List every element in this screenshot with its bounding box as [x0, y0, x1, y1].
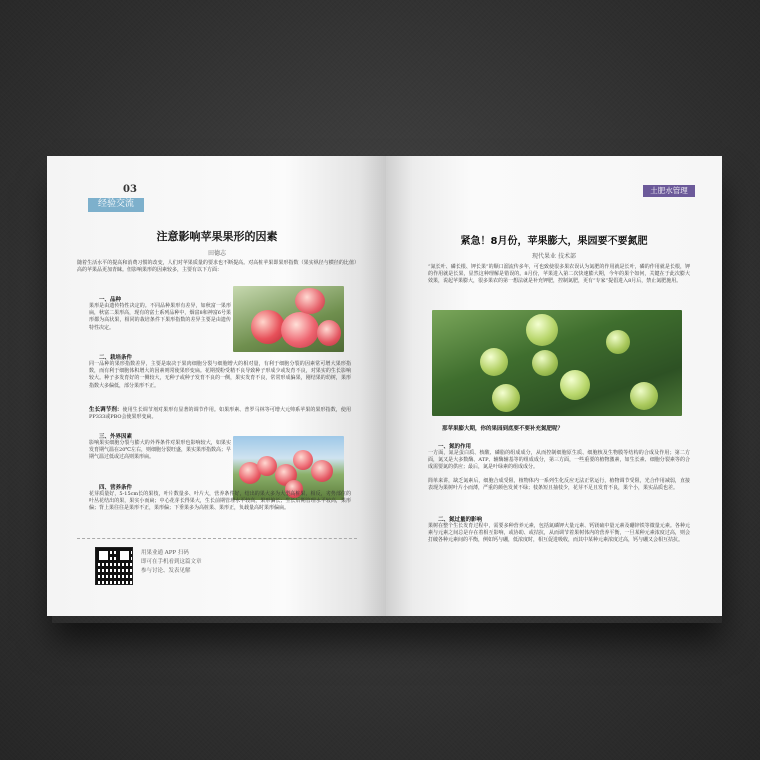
intro-paragraph: 随着生活水平的提高和消费习惯的改变，人们对苹果质量的要求也不断提高。对高桩苹果即果形指数（果实纵径与横径的比值）高的苹果品更加青睐。但影响果形的因素较多，主要有以下方面：: [77, 260, 359, 274]
right-page: [386, 156, 722, 616]
heading-nitrogen-excess: 二、氮过量的影响: [438, 517, 483, 523]
article-title: 注意影响苹果果形的因素: [156, 230, 278, 243]
article-title-right: 紧急！8月份，苹果膨大，果园要不要氮肥: [460, 236, 648, 247]
regulator-text: 使用生长调节剂对果形有显著的调节作用。如果形素、普罗马林等可增大元帅系苹果的果形指数，使用PP333或PBO会使果形变扁。: [89, 407, 351, 421]
intro-paragraph-right: “氮长叶、磷长根、钾长果”的顺口溜流传多年，可也致使很多果农误认为氮肥的作用就是长叶，磷的作用就是长根，钾的作用就是长果，显然这种理解是错误的。8月份，苹果进入第二次快速膨大期，今年的果个如何，关键在于此次膨大效果，说起苹果膨大，很多果农的第一想法就是补充钾肥，控制氮肥，更有“专家”提倡进入8月后，禁止氮肥施用。: [428, 264, 690, 285]
heading-regulator: 生长调节剂：: [89, 407, 123, 413]
section-tag: 经验交流: [88, 198, 144, 211]
qr-line-2: 即可在手机看到这篇文章: [141, 559, 202, 565]
qr-line-3: 参与讨论、发表见解: [141, 568, 191, 574]
article-source: 现代果业 技术部: [532, 253, 576, 260]
paragraph-regulator: [89, 407, 351, 421]
heading-variety: 一、品种: [99, 297, 122, 303]
qr-line-1: 用果业通 APP 扫码: [141, 550, 189, 556]
article-author: 田德志: [207, 250, 226, 257]
qr-caption: [141, 549, 281, 576]
paragraph-nitrogen-excess: 果树在整个生长发育过程中，需要多种营养元素，包括氮磷钾大量元素、钙镁硫中量元素及硼锌铁等微量元素。各种元素与元素之间总是存在着相互影响，或协助、或拮抗，从而调节着果树体内的营养平衡，一旦某种元素浓度过高，则会打破各种元素间的平衡，例如钙与硼，低浓度时，相互促进吸收，而其中某种元素浓度过高，钙与硼又会相互拮抗。: [428, 523, 690, 544]
heading-nutrition: 四、营养条件: [99, 485, 133, 491]
paragraph-environment: 影响果实细胞分裂与膨大的外界条件对果形也影响较大，如果实发育期气温在20℃左右，则细胞分裂旺盛，果实果形指数高；早期气温过低或过高则果形扁。: [89, 440, 231, 461]
question-heading: 那苹果膨大期，你的果园到底要不要补充氮肥呢？: [442, 426, 564, 432]
left-page: [47, 156, 387, 616]
divider: [77, 538, 357, 539]
column-tag: 土肥水管理: [643, 185, 695, 197]
heading-environment: 三、外界因素: [99, 434, 133, 440]
paragraph-variety: 果形是由遗传特性决定的。不同品种果形有差异，如秋富一果形扁，秋富二果形高，现有的富士系列品种中，烟富8和神富6号果形都为高状果，相同的栽培条件下果形指数的差异主要是由遗传特性决定。: [89, 303, 231, 331]
paragraph-nutrition: 花芽质量好，5-15cm长的果枝，叶片数量多、叶片大，营养条件好，结出的果大多为大型高桩果，相反，劣势部位的叶丛花结出的果，果实小而扁；中心花芽长得果大，生长前期管理水平较高，果形偏长；生长后期管理水平较高，果形偏；背上果往往是果形不正，果形偏；下垂果多为高桩果、果形正，负载量高时果形偏扁。: [89, 491, 351, 512]
qr-code[interactable]: [95, 547, 133, 585]
paragraph-nitrogen-deficiency: 简单来讲，缺乏氮素后，细胞合成受阻，植物体内一系列生化反应无法正常运行，植物调节受阻，光合作用减弱，直接表现为果树叶片小而薄，严重的颜色发黄不绿；枝条短且抽枝少，花芽不足且发育不良，果个小，果实品质也差。: [428, 478, 690, 492]
green-apple-photo: [432, 310, 682, 416]
paragraph-cultivation: 同一品种的果形指数差异，主要是取决于果肉细胞分裂与细胞增大的相对量，有利于细胞分裂的因素常可增大果形指数，而有利于细胞体积增大的因素则常使果形变扁。花期授粉受精不良导致种子形成少或发育不良，对果实的生长影响较大。种子多发育好的一侧较大，无种子或种子发育不良的一侧，果实发育不良，常常形成偏果，刚结果的幼树，果形指数大多偏低，部分果形不正。: [89, 361, 351, 389]
heading-cultivation: 二、栽培条件: [99, 355, 133, 361]
page-number: 03: [123, 184, 137, 195]
heading-nitrogen-role: 一、氮的作用: [438, 444, 472, 450]
section-underline: [88, 211, 144, 212]
apple-photo-1: [233, 286, 344, 352]
paragraph-nitrogen-role: 一方面，氮是蛋白质、核酸、磷脂的组成成分，从而控制细胞原生质、细胞核及生物膜等结构的合成及作用；第二方面，氮又是大多数酶、ATP、辅酶辅基等的组成成分，第三方面，一些重要的植物激素，如生长素、细胞分裂素等的合成需要氮的供应；最后，氮是叶绿素的组成成分。: [428, 450, 690, 471]
